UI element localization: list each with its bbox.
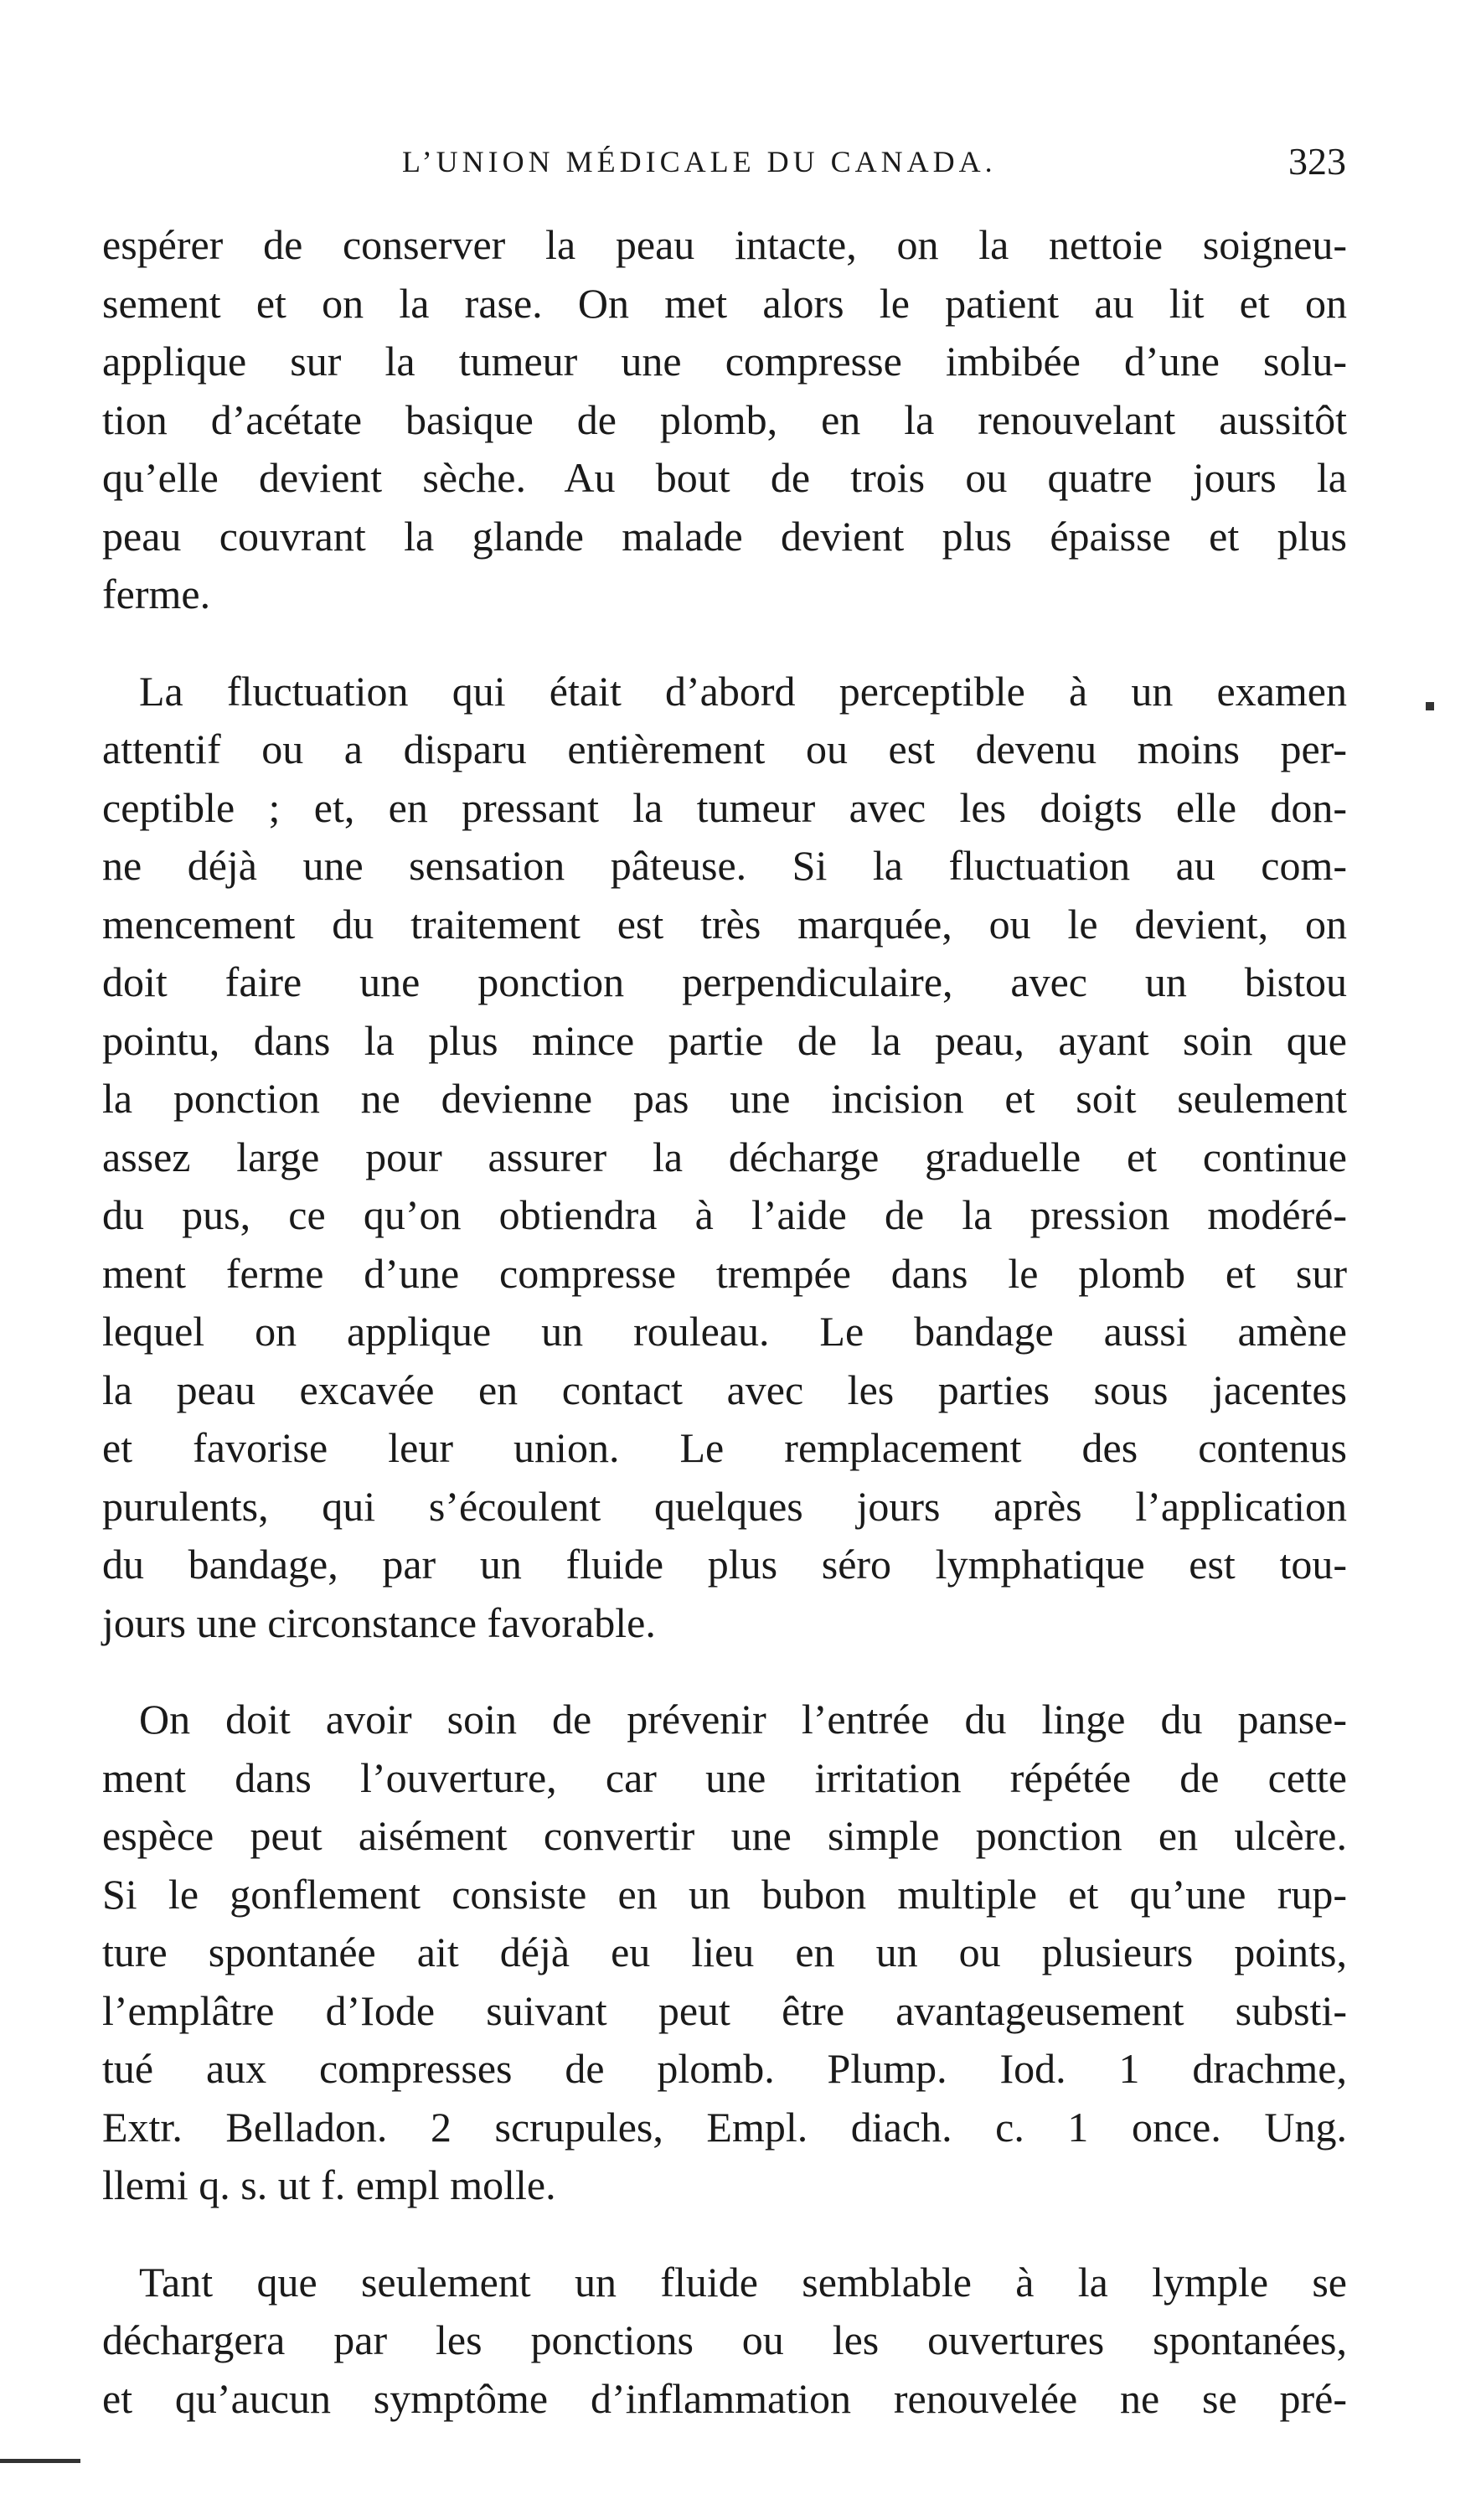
text-line: la ponction ne devienne pas une incision et soit seulement bbox=[102, 1075, 1347, 1122]
text-line: La fluctuation qui était d’abord perceptible à un examen bbox=[139, 667, 1347, 715]
text-line: purulents, qui s’écoulent quelques jours après l’application bbox=[102, 1482, 1347, 1530]
text-line: sement et on la rase. On met alors le patient au lit et on bbox=[102, 279, 1347, 327]
text-line: Extr. Belladon. 2 scrupules, Empl. diach. c. 1 once. Ung. bbox=[102, 2103, 1347, 2151]
text-line: ture spontanée ait déjà eu lieu en un ou plusieurs points, bbox=[102, 1929, 1347, 1975]
text-line: pointu, dans la plus mince partie de la peau, ayant soin que bbox=[102, 1016, 1347, 1064]
text-line: lequel on applique un rouleau. Le bandage aussi amène bbox=[102, 1308, 1347, 1355]
page-number: 323 bbox=[1288, 140, 1346, 183]
text-line: du pus, ce qu’on obtiendra à l’aide de la pression modéré- bbox=[102, 1191, 1347, 1238]
text-line: l’emplâtre d’Iode suivant peut être avantageusement substi- bbox=[102, 1986, 1347, 2034]
text-line: doit faire une ponction perpendiculaire, avec un bistou bbox=[102, 958, 1347, 1005]
paragraph-2 bbox=[102, 663, 1347, 1653]
bottom-rule bbox=[0, 2459, 80, 2463]
text-line: llemi q. s. ut f. empl molle. bbox=[102, 2161, 556, 2208]
text-line: ferme. bbox=[102, 571, 211, 617]
paragraph-1 bbox=[102, 216, 1347, 624]
text-line: mencement du traitement est très marquée, ou le devient, on bbox=[102, 900, 1347, 948]
running-head: L’UNION MÉDICALE DU CANADA. bbox=[402, 145, 997, 178]
text-line: espèce peut aisément convertir une simple ponction en ulcère. bbox=[102, 1812, 1347, 1859]
text-line: On doit avoir soin de prévenir l’entrée du linge du panse- bbox=[139, 1696, 1347, 1743]
text-line: ment ferme d’une compresse trempée dans le plomb et sur bbox=[102, 1249, 1347, 1297]
body-text bbox=[102, 216, 1347, 2466]
text-line: ceptible ; et, en pressant la tumeur avec les doigts elle don- bbox=[102, 783, 1347, 831]
text-line: et qu’aucun symptôme d’inflammation renouvelée ne se pré- bbox=[102, 2374, 1347, 2422]
text-line: peau couvrant la glande malade devient plus épaisse et plus bbox=[102, 512, 1347, 560]
text-line: jours une circonstance favorable. bbox=[102, 1598, 656, 1646]
text-line: Tant que seulement un fluide semblable à la lymple se bbox=[139, 2258, 1347, 2306]
paragraph-3 bbox=[102, 1691, 1347, 2215]
text-line: qu’elle devient sèche. Au bout de trois ou quatre jours la bbox=[102, 454, 1347, 501]
paragraph-4 bbox=[102, 2254, 1347, 2429]
text-line: espérer de conserver la peau intacte, on la nettoie soigneu- bbox=[102, 221, 1347, 268]
text-line: déchargera par les ponctions ou les ouvertures spontanées, bbox=[102, 2316, 1347, 2363]
text-line: assez large pour assurer la décharge graduelle et continue bbox=[102, 1133, 1347, 1180]
text-line: attentif ou a disparu entièrement ou est devenu moins per- bbox=[102, 726, 1347, 772]
text-line: et favorise leur union. Le remplacement des contenus bbox=[102, 1424, 1347, 1471]
text-line: tion d’acétate basique de plomb, en la renouvelant aussitôt bbox=[102, 395, 1347, 443]
text-line: ne déjà une sensation pâteuse. Si la fluctuation au com- bbox=[102, 842, 1347, 889]
margin-mark bbox=[1426, 702, 1434, 710]
text-line: applique sur la tumeur une compresse imbibée d’une solu- bbox=[102, 338, 1347, 385]
text-line: tué aux compresses de plomb. Plump. Iod. 1 drachme, bbox=[102, 2045, 1347, 2092]
text-line: du bandage, par un fluide plus séro lymphatique est tou- bbox=[102, 1541, 1347, 1588]
text-line: Si le gonflement consiste en un bubon multiple et qu’une rup- bbox=[102, 1870, 1347, 1918]
text-line: ment dans l’ouverture, car une irritation répétée de cette bbox=[102, 1753, 1347, 1801]
text-line: la peau excavée en contact avec les parties sous jacentes bbox=[102, 1366, 1347, 1413]
